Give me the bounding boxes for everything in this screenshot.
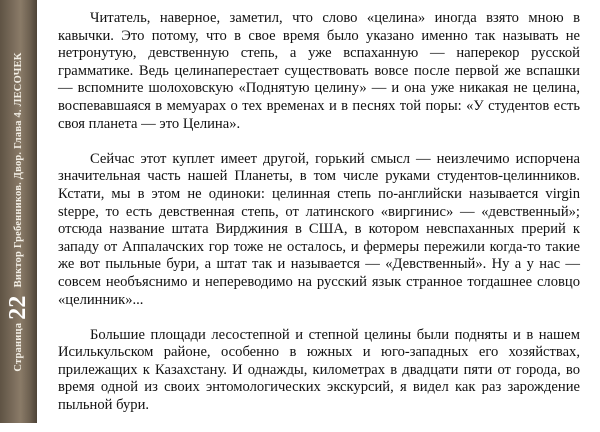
chapter-title: Виктор Гребенников. Двор. Глава 4. ЛЕСОЧЕК: [12, 52, 24, 288]
page-label: Страница: [12, 322, 24, 372]
paragraph-3: Большие площади лесостепной и степной целины были подняты и в нашем Исилькульском районе, особенно в южных и юго-западных его хозяйствах, прилежащих к Казахстану. И однажды, километрах в двадцати пяти от города, во время одной из своих энтомологических экскурсий, я видел как раз зарождение пыльной бури.: [58, 326, 580, 414]
sidebar-running-head: [3, 2, 33, 422]
sidebar-band: [0, 0, 37, 423]
page-number: 22: [5, 295, 31, 320]
paragraph-1: Читатель, наверное, заметил, что слово «целина» иногда взято мною в кавычки. Это потому, что в свое время было указано именно так называть не нетронутую, девственную степь, а уже вспаханную — наперекор русской грамматике. Ведь целинаперестает существовать вовсе после первой же вспашки — вспомните шолоховскую «Поднятую целину» — и она уже никакая не целина, воспевавшаяся в мемуарах о тех временах и в песнях той поры: «У студентов есть своя планета — это Целина».: [58, 10, 580, 132]
paragraph-2: Сейчас этот куплет имеет другой, горький смысл — неизлечимо испорчена значительная часть нашей Планеты, в том числе руками студентов-целинников. Кстати, мы в этом не одиноки: целинная степь по-английски называется virgin steppe, то есть девственная степь, от латинского «виргинис» — «девственный»; отсюда название штата Вирджиния в США, в котором невспаханных прерий к западу от Аппалачских гор тоже не осталось, и фермеры пережили когда-то такие же вот пыльные бури, а штат так и называется — «Девственный». Ну а у нас — совсем необъяснимо и непереводимо на русский язык странное тогдашнее словцо «целинник»...: [58, 150, 580, 308]
body-text: [58, 10, 580, 432]
